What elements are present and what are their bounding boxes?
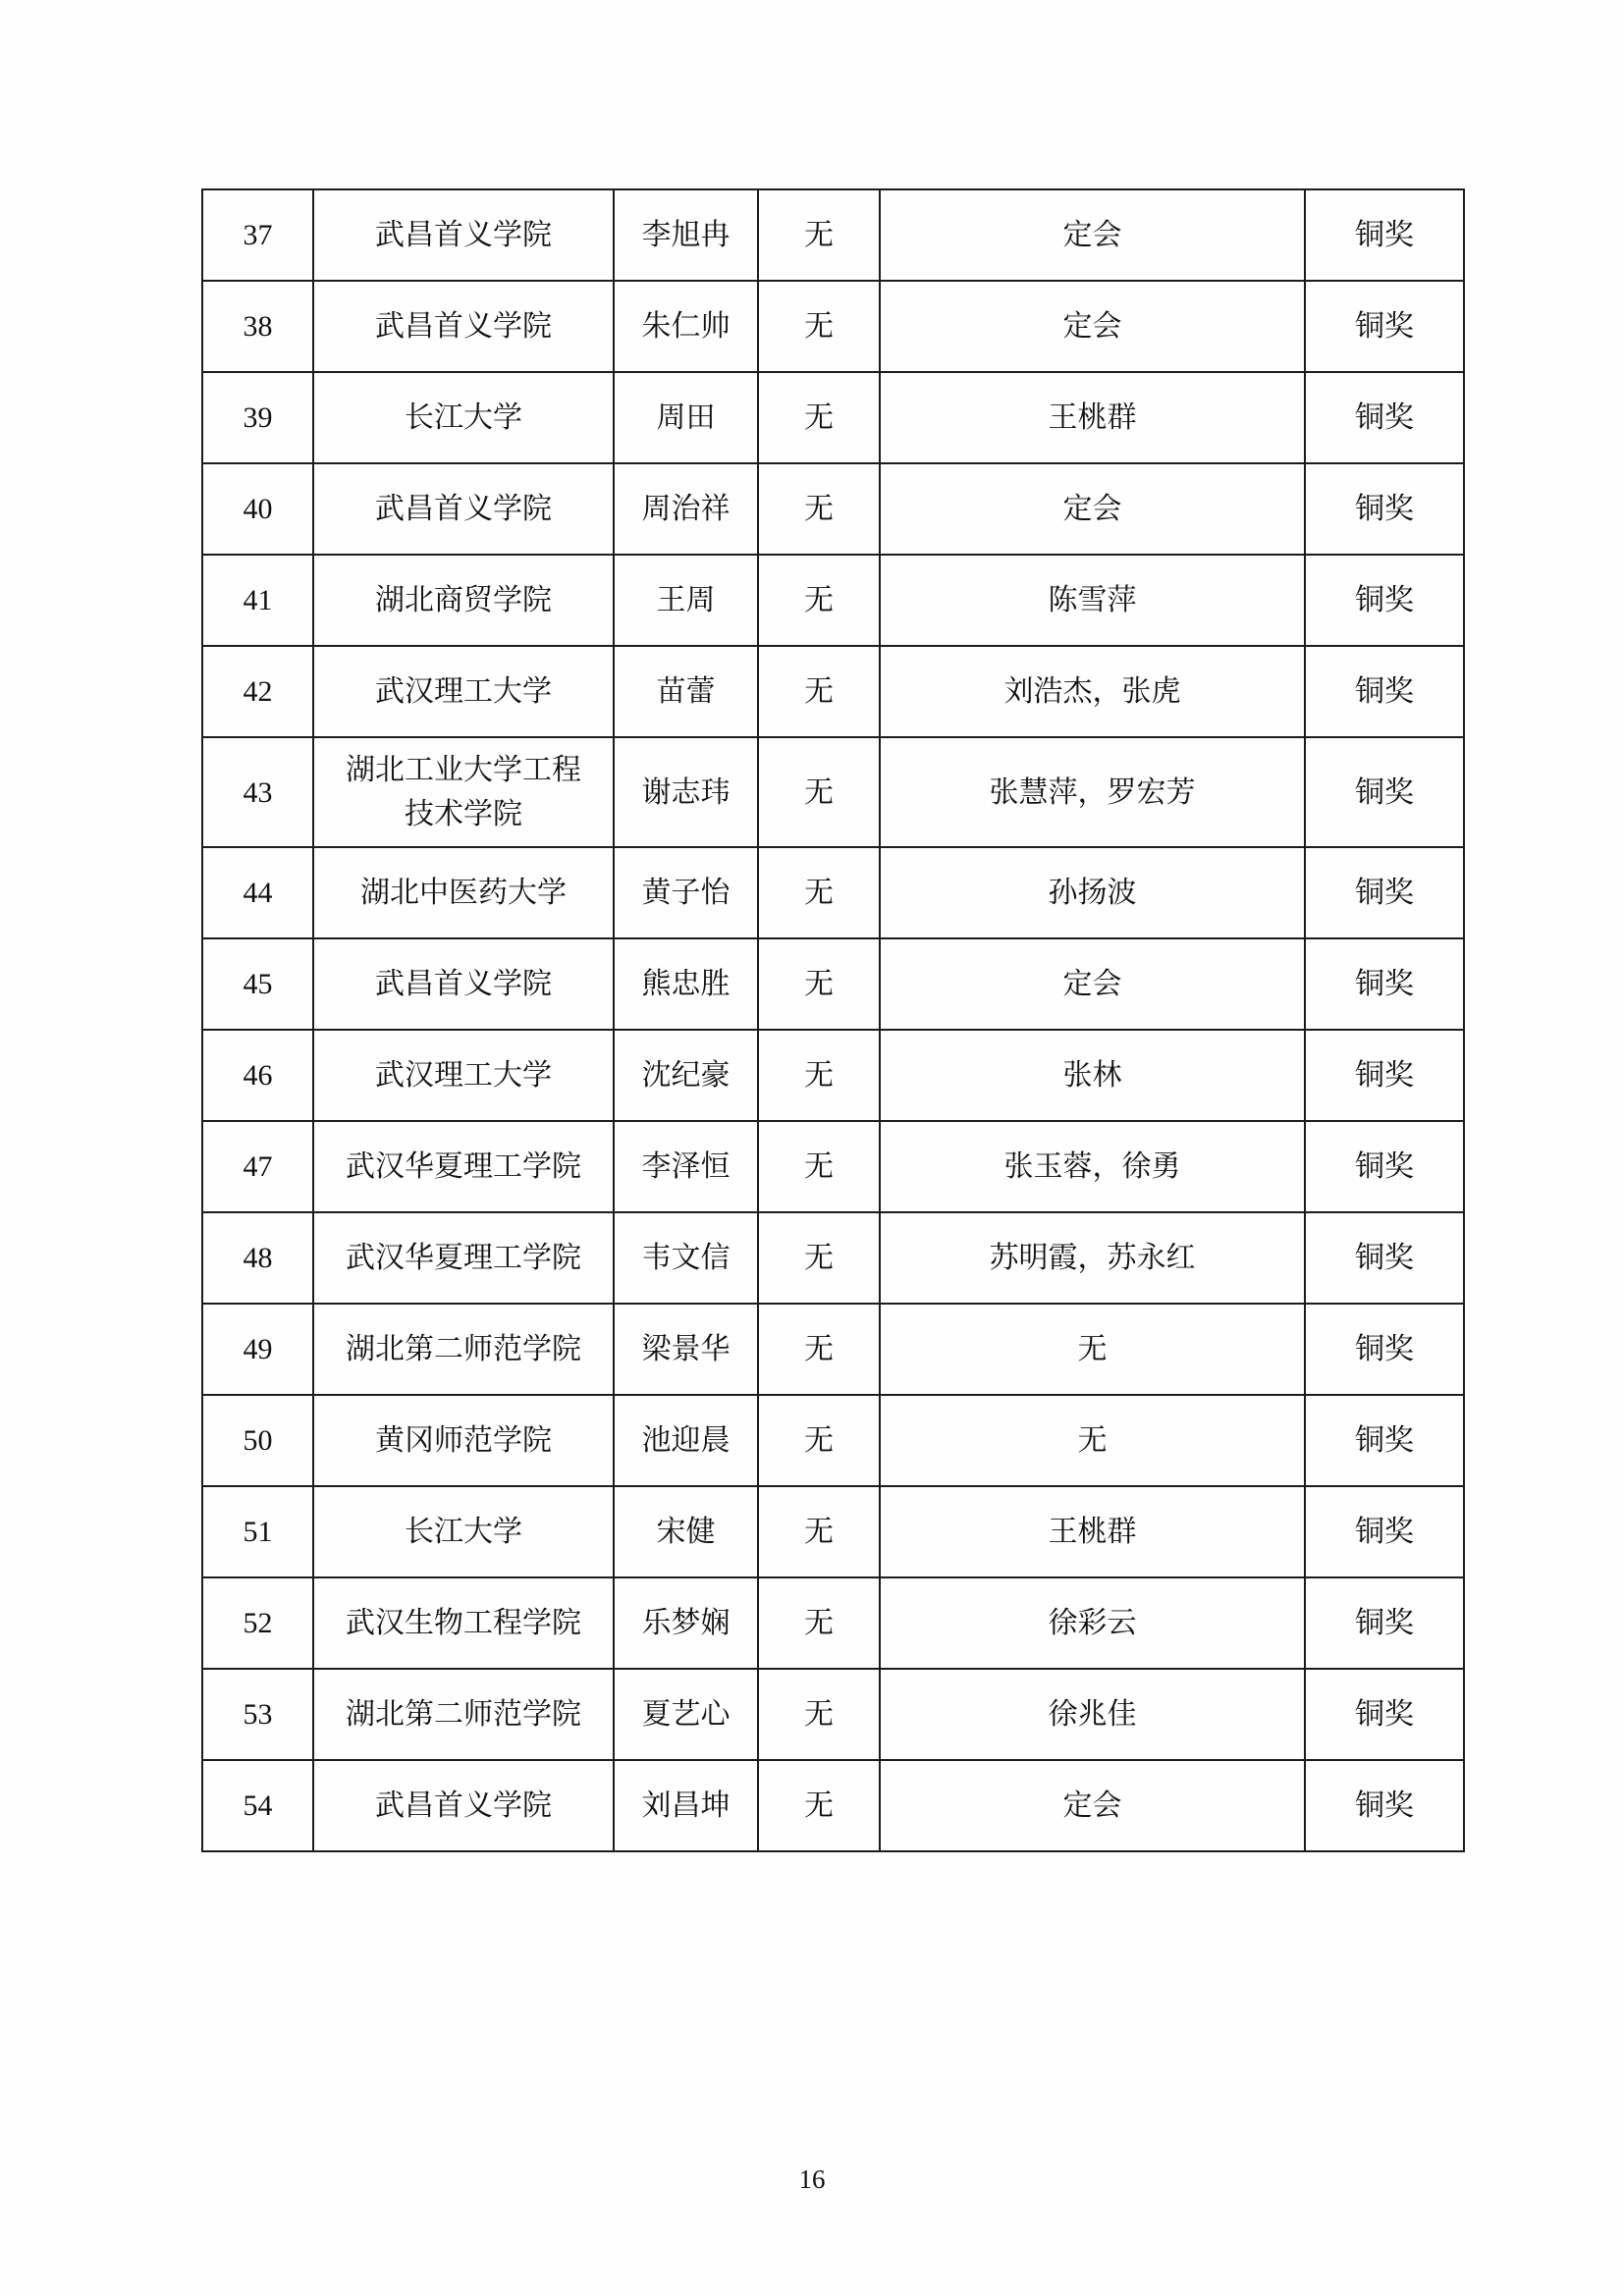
advisor-cell: 定会	[880, 281, 1305, 372]
student-name-cell: 池迎晨	[614, 1395, 758, 1486]
school-cell: 武昌首义学院	[313, 281, 614, 372]
advisor-cell: 徐彩云	[880, 1577, 1305, 1669]
student-name-cell: 乐梦娴	[614, 1577, 758, 1669]
advisor-cell: 定会	[880, 189, 1305, 281]
award-cell: 铜奖	[1305, 1212, 1464, 1304]
team-members-cell: 无	[758, 463, 880, 555]
row-number-cell: 54	[202, 1760, 313, 1851]
team-members-cell: 无	[758, 1486, 880, 1577]
team-members-cell: 无	[758, 847, 880, 938]
student-name-cell: 李泽恒	[614, 1121, 758, 1212]
student-name-cell: 王周	[614, 555, 758, 646]
row-number-cell: 47	[202, 1121, 313, 1212]
student-name-cell: 谢志玮	[614, 737, 758, 847]
page-number: 16	[798, 2164, 826, 2194]
table-row	[202, 1669, 1464, 1760]
school-cell: 武汉理工大学	[313, 646, 614, 737]
row-number-cell: 41	[202, 555, 313, 646]
school-cell: 武昌首义学院	[313, 189, 614, 281]
team-members-cell: 无	[758, 1577, 880, 1669]
award-cell: 铜奖	[1305, 938, 1464, 1030]
award-cell: 铜奖	[1305, 1030, 1464, 1121]
advisor-cell: 定会	[880, 463, 1305, 555]
table-row	[202, 1760, 1464, 1851]
team-members-cell: 无	[758, 189, 880, 281]
student-name-cell: 韦文信	[614, 1212, 758, 1304]
row-number-cell: 52	[202, 1577, 313, 1669]
advisor-cell: 徐兆佳	[880, 1669, 1305, 1760]
award-cell: 铜奖	[1305, 1669, 1464, 1760]
student-name-cell: 梁景华	[614, 1304, 758, 1395]
team-members-cell: 无	[758, 281, 880, 372]
row-number-cell: 40	[202, 463, 313, 555]
row-number-cell: 46	[202, 1030, 313, 1121]
student-name-cell: 熊忠胜	[614, 938, 758, 1030]
team-members-cell: 无	[758, 1395, 880, 1486]
advisor-cell: 张林	[880, 1030, 1305, 1121]
row-number-cell: 39	[202, 372, 313, 463]
team-members-cell: 无	[758, 646, 880, 737]
table-row	[202, 737, 1464, 847]
row-number-cell: 53	[202, 1669, 313, 1760]
school-cell: 湖北第二师范学院	[313, 1669, 614, 1760]
row-number-cell: 38	[202, 281, 313, 372]
team-members-cell: 无	[758, 1304, 880, 1395]
school-cell: 湖北商贸学院	[313, 555, 614, 646]
award-table	[201, 188, 1465, 1852]
student-name-cell: 李旭冉	[614, 189, 758, 281]
advisor-cell: 刘浩杰，张虎	[880, 646, 1305, 737]
advisor-cell: 王桃群	[880, 372, 1305, 463]
award-cell: 铜奖	[1305, 847, 1464, 938]
row-number-cell: 37	[202, 189, 313, 281]
advisor-cell: 王桃群	[880, 1486, 1305, 1577]
school-cell: 武汉理工大学	[313, 1030, 614, 1121]
team-members-cell: 无	[758, 737, 880, 847]
team-members-cell: 无	[758, 1212, 880, 1304]
table-row	[202, 938, 1464, 1030]
student-name-cell: 夏艺心	[614, 1669, 758, 1760]
team-members-cell: 无	[758, 938, 880, 1030]
award-table-body	[202, 189, 1464, 1851]
table-row	[202, 1212, 1464, 1304]
award-cell: 铜奖	[1305, 189, 1464, 281]
table-row	[202, 847, 1464, 938]
table-row	[202, 372, 1464, 463]
school-cell: 湖北工业大学工程技术学院	[313, 737, 614, 847]
school-cell: 长江大学	[313, 1486, 614, 1577]
table-row	[202, 1577, 1464, 1669]
student-name-cell: 刘昌坤	[614, 1760, 758, 1851]
table-row	[202, 1304, 1464, 1395]
advisor-cell: 定会	[880, 1760, 1305, 1851]
award-cell: 铜奖	[1305, 1304, 1464, 1395]
team-members-cell: 无	[758, 1669, 880, 1760]
table-row	[202, 1030, 1464, 1121]
advisor-cell: 张慧萍，罗宏芳	[880, 737, 1305, 847]
school-cell: 武汉华夏理工学院	[313, 1212, 614, 1304]
table-row	[202, 189, 1464, 281]
award-cell: 铜奖	[1305, 281, 1464, 372]
award-cell: 铜奖	[1305, 1395, 1464, 1486]
student-name-cell: 宋健	[614, 1486, 758, 1577]
award-cell: 铜奖	[1305, 1577, 1464, 1669]
table-row	[202, 1121, 1464, 1212]
school-cell: 武汉生物工程学院	[313, 1577, 614, 1669]
student-name-cell: 沈纪豪	[614, 1030, 758, 1121]
team-members-cell: 无	[758, 555, 880, 646]
award-cell: 铜奖	[1305, 555, 1464, 646]
award-cell: 铜奖	[1305, 463, 1464, 555]
school-cell: 湖北中医药大学	[313, 847, 614, 938]
school-cell: 长江大学	[313, 372, 614, 463]
advisor-cell: 苏明霞，苏永红	[880, 1212, 1305, 1304]
table-row	[202, 555, 1464, 646]
student-name-cell: 周治祥	[614, 463, 758, 555]
student-name-cell: 朱仁帅	[614, 281, 758, 372]
advisor-cell: 无	[880, 1395, 1305, 1486]
award-cell: 铜奖	[1305, 1121, 1464, 1212]
team-members-cell: 无	[758, 1760, 880, 1851]
row-number-cell: 44	[202, 847, 313, 938]
award-cell: 铜奖	[1305, 1486, 1464, 1577]
row-number-cell: 48	[202, 1212, 313, 1304]
table-row	[202, 463, 1464, 555]
team-members-cell: 无	[758, 1030, 880, 1121]
advisor-cell: 定会	[880, 938, 1305, 1030]
award-cell: 铜奖	[1305, 372, 1464, 463]
student-name-cell: 苗蕾	[614, 646, 758, 737]
award-cell: 铜奖	[1305, 646, 1464, 737]
student-name-cell: 黄子怡	[614, 847, 758, 938]
school-cell: 武汉华夏理工学院	[313, 1121, 614, 1212]
school-cell: 武昌首义学院	[313, 1760, 614, 1851]
row-number-cell: 51	[202, 1486, 313, 1577]
school-cell: 武昌首义学院	[313, 938, 614, 1030]
table-row	[202, 1486, 1464, 1577]
team-members-cell: 无	[758, 372, 880, 463]
award-cell: 铜奖	[1305, 737, 1464, 847]
advisor-cell: 孙扬波	[880, 847, 1305, 938]
row-number-cell: 42	[202, 646, 313, 737]
table-row	[202, 1395, 1464, 1486]
school-cell: 武昌首义学院	[313, 463, 614, 555]
student-name-cell: 周田	[614, 372, 758, 463]
advisor-cell: 陈雪萍	[880, 555, 1305, 646]
table-row	[202, 646, 1464, 737]
row-number-cell: 45	[202, 938, 313, 1030]
row-number-cell: 49	[202, 1304, 313, 1395]
award-cell: 铜奖	[1305, 1760, 1464, 1851]
school-cell: 黄冈师范学院	[313, 1395, 614, 1486]
table-row	[202, 281, 1464, 372]
team-members-cell: 无	[758, 1121, 880, 1212]
school-cell: 湖北第二师范学院	[313, 1304, 614, 1395]
advisor-cell: 无	[880, 1304, 1305, 1395]
advisor-cell: 张玉蓉，徐勇	[880, 1121, 1305, 1212]
row-number-cell: 50	[202, 1395, 313, 1486]
row-number-cell: 43	[202, 737, 313, 847]
